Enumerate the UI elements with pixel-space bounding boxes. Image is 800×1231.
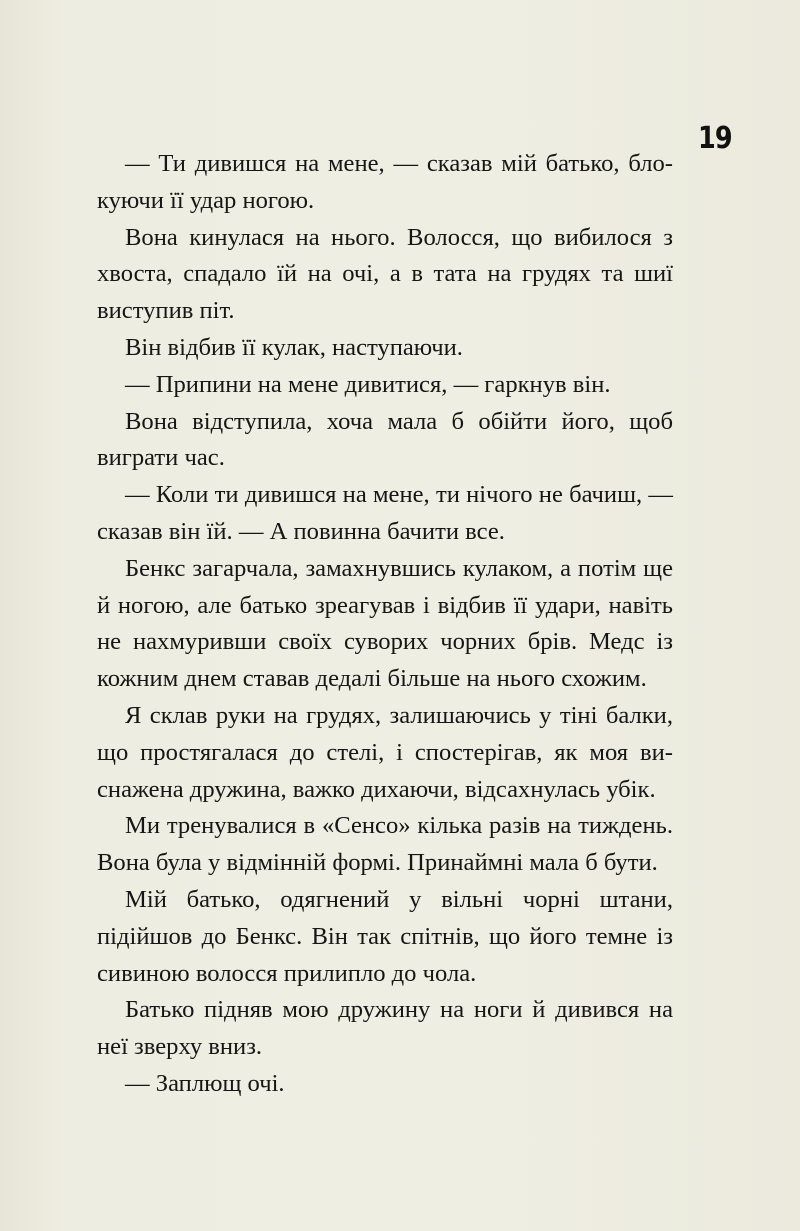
paragraph: Я склав руки на грудях, залишаючись у тіні балки, що простягалася до стелі, і спостерігав, як моя виснажена дружина, важко дихаючи, відсахнулась убік. xyxy=(97,701,673,803)
paragraph: — Припини на мене дивитися, — гаркнув він. xyxy=(125,370,611,398)
body-text xyxy=(97,146,673,1103)
paragraph: — Заплющ очі. xyxy=(125,1069,285,1097)
paragraph: Ми тренувалися в «Сенсо» кілька разів на тиждень. Вона була у відмінній формі. Принаймні мала б бути. xyxy=(97,812,673,877)
paragraph: Вона кинулася на нього. Волосся, що вибилося з хвоста, спадало їй на очі, а в тата на грудях та шиї виступив піт. xyxy=(97,223,673,325)
paragraph: — Ти дивишся на мене, — сказав мій батько, блокуючи її удар ногою. xyxy=(97,150,673,214)
page-number: 19 xyxy=(698,121,732,156)
paragraph: Батько підняв мою дружину на ноги й дивився на неї зверху вниз. xyxy=(97,996,673,1061)
paragraph: Бенкс загарчала, замахнувшись кулаком, а потім ще й ногою, але батько зреагував і відбив її удари, навіть не нахмуривши своїх суворих чорних брів. Медс із кожним днем ставав дедалі більше на нього схожим. xyxy=(97,554,673,693)
paragraph: — Коли ти дивишся на мене, ти нічого не бачиш, — сказав він їй. — А повинна бачити все. xyxy=(97,481,673,545)
paragraph: Він відбив її кулак, наступаючи. xyxy=(125,333,463,361)
paragraph: Вона відступила, хоча мала б обійти його, щоб виграти час. xyxy=(97,407,673,472)
paragraph: Мій батько, одягнений у вільні чорні штани, підійшов до Бенкс. Він так спітнів, що його темне із сивиною волосся прилипло до чола. xyxy=(97,885,673,987)
